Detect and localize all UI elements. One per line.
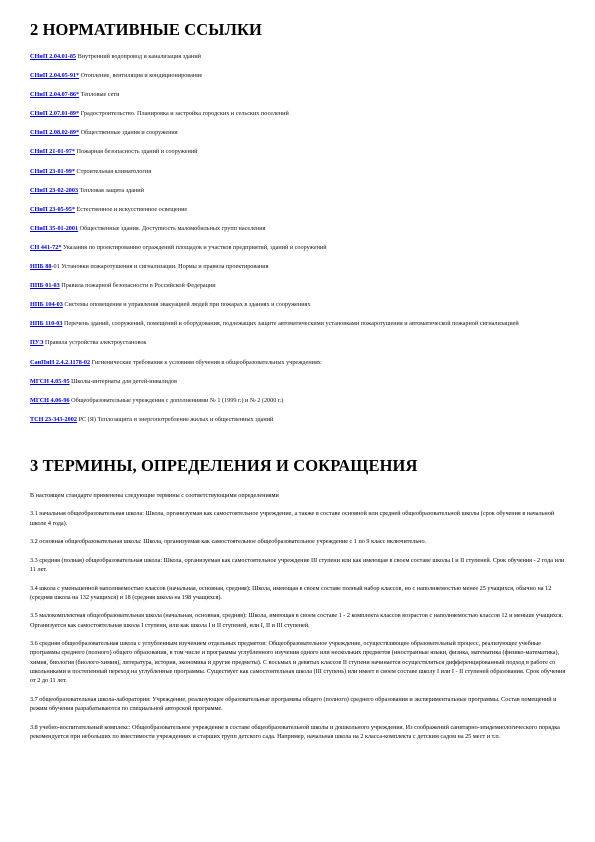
term-text: Учреждение, реализующее образовательные программы общего (полного) среднего образования и экспериментальные программы. Состав помещений и режим обучения разрабатываются по специальной авторской программе.	[30, 695, 557, 713]
reference-item	[30, 282, 570, 291]
reference-code-link[interactable]: СанПиН 2.4.2.1178-02	[30, 358, 91, 366]
reference-title: Указания по проектированию ограждений площадок и участков предприятий, зданий и сооружений	[61, 243, 327, 251]
reference-title: Школы-интернаты для детей-инвалидов	[69, 377, 178, 385]
reference-title: -01 Установки пожаротушения и сигнализации. Нормы и правила проектирования	[51, 263, 269, 271]
reference-code-link[interactable]: МГСН 4.05-95	[30, 377, 70, 385]
term-definition	[30, 584, 570, 603]
reference-item	[30, 416, 570, 425]
term-definition	[30, 723, 570, 742]
reference-title: Тепловые сети	[79, 91, 120, 99]
term-definition	[30, 639, 570, 685]
terms-section	[30, 491, 570, 750]
reference-item	[30, 110, 570, 119]
reference-title: Внутренний водопровод и канализация зданий	[76, 53, 201, 60]
reference-item	[30, 225, 570, 234]
reference-item	[30, 263, 570, 272]
reference-code-link[interactable]: СНиП 2.04.07-86*	[30, 91, 80, 99]
reference-item	[30, 359, 570, 368]
term-text: Общеобразовательное учреждение, осуществляющее образовательный процесс, реализующее учебные программы среднего (полного) общего образования, в том числе и программы углубленного изучения одного или нескольких предметов (иностранные языки, физика, математика (физико-математика), химия, биология (биолого-химия), литература, история, экономика и другие предметы). С восьмых и девятых классов II ступени начинается осуществляться дифференцированный подход в работе со школьниками и постепенный переход на углубленные программы. Существует как самостоятельная школа (III ступень) или имеет в своем составе школу I или I - II ступеней образования. Срок обучения от 2 до 11 лет.	[30, 640, 566, 685]
reference-item	[30, 187, 570, 196]
term-label: 3.2 основная общеобразовательная школа:	[30, 538, 142, 546]
reference-code-link[interactable]: ППБ 01-03	[30, 282, 60, 290]
term-definition	[30, 537, 570, 546]
reference-title: РС (Я) Теплозащита и энергопотребление жилых и общественных зданий	[76, 415, 274, 423]
term-label: 3.7 общеобразовательная школа-лаборатория:	[30, 695, 151, 703]
term-definition	[30, 509, 570, 528]
reference-title: Строительная климатология	[74, 167, 152, 175]
term-label: 3.5 малокомплектная общеобразовательная школа (начальная, основная, средняя):	[30, 612, 247, 620]
reference-title: Общественные здания и сооружения	[79, 129, 178, 137]
reference-item	[30, 129, 570, 138]
reference-code-link[interactable]: СН 441-72*	[30, 243, 62, 251]
reference-title: Общеобразовательные учреждения с дополнениями № 1 (1999 г.) и № 2 (2000 г.)	[69, 396, 284, 404]
reference-title: Градостроительство. Планировка и застройка городских и сельских поселений	[79, 110, 289, 118]
term-text: Школа, организуемая как самостоятельное учреждение III ступени или как имеющая в своем составе школы I и II ступеней. Срок обучения - 2 года или 11 лет.	[30, 556, 565, 574]
reference-item	[30, 206, 570, 215]
reference-code-link[interactable]: НПБ 104-03	[30, 301, 63, 309]
section-2-heading: 2 НОРМАТИВНЫЕ ССЫЛКИ	[30, 20, 262, 39]
reference-item	[30, 378, 570, 387]
term-definition	[30, 556, 570, 575]
reference-code-link[interactable]: СНиП 2.07.01-89*	[30, 110, 80, 118]
reference-title: Общественные здания. Доступность маломобильных групп населения	[78, 224, 266, 232]
reference-title: Пожарная безопасность зданий и сооружений	[74, 148, 198, 156]
reference-title: Правила устройства электроустановок	[43, 339, 147, 347]
reference-code-link[interactable]: СНиП 23-02-2003	[30, 186, 79, 194]
term-text: Школа, организуемая как самостоятельное общеобразовательное учреждение с 1 по 9 класс включительно.	[141, 538, 427, 546]
term-text: Общеобразовательное учреждение в составе общеобразовательной школы и дошкольного учреждения. Из соображений санитарно-эпидемиологического порядка рекомендуется при небольших по вместимости учреждениях и старших групп детского сада. Например, начальная школа на 2 класса-комплекта с детским садом на 25 мест и т.п.	[30, 723, 560, 740]
reference-title: Естественное и искусственное освещение	[74, 205, 188, 213]
term-label: 3.1 начальная общеобразовательная школа:	[30, 510, 144, 518]
reference-item	[30, 168, 570, 177]
terms-list	[30, 509, 570, 741]
term-label: 3.8 учебно-воспитательный комплекс:	[30, 723, 131, 731]
reference-title: Правила пожарной безопасности в Российской Федерации	[59, 282, 216, 290]
term-label: 3.6 средняя общеобразовательная школа с углубленным изучением отдельных предметов:	[30, 640, 267, 648]
term-definition	[30, 611, 570, 630]
term-label: 3.3 средняя (полная) общеобразовательная школа:	[30, 556, 163, 564]
reference-title: Тепловая защита зданий	[78, 186, 144, 194]
reference-item	[30, 91, 570, 100]
terms-intro: В настоящем стандарте применены следующие термины с соответствующими определениями	[30, 492, 279, 499]
term-text: Школа, организуемая как самостоятельное учреждение, а также в составе основной или средней общеобразовательной школы (срок обучения в начальной школе 4 года).	[30, 510, 555, 527]
reference-item	[30, 148, 570, 157]
reference-item	[30, 397, 570, 406]
term-definition	[30, 695, 570, 714]
reference-item	[30, 339, 570, 348]
reference-code-link[interactable]: ПУЭ	[30, 339, 44, 347]
reference-title: Гигиенические требования к условиям обучения в общеобразовательных учреждениях	[90, 358, 321, 366]
reference-code-link[interactable]: СНиП 2.04.01-85	[30, 53, 77, 60]
reference-code-link[interactable]: ТСН 23-343-2002	[30, 415, 77, 423]
reference-code-link[interactable]: МГСН 4.06-96	[30, 396, 70, 404]
term-text: Школа, имеющая в своем составе 1 - 2 комплекта классов возрастов с наполняемостью классов 12 и меньше учащихся. Организуется как самостоятельная школа I ступени, или как школа I и II ступеней, или I, II и III ступеней.	[30, 612, 563, 629]
term-label: 3.4 школа с уменьшенной наполняемостью классов (начальная, основная, средняя):	[30, 584, 251, 592]
reference-item	[30, 301, 570, 310]
reference-item	[30, 53, 570, 62]
normative-references-list	[30, 53, 570, 435]
reference-code-link[interactable]: НПБ 110-03	[30, 320, 63, 328]
reference-item	[30, 320, 570, 329]
term-text: Школа, имеющая в своем составе полный набор классов, но с наполняемостью менее 25 учащихся, обычно на 12 (средняя школа на 132 учащихся) и 18 (средняя школа на 198 учащихся).	[30, 584, 552, 601]
reference-item	[30, 244, 570, 253]
reference-code-link[interactable]: СНиП 21-01-97*	[30, 148, 75, 156]
reference-code-link[interactable]: НПБ 88	[30, 263, 52, 271]
reference-title: Системы оповещения и управления эвакуацией людей при пожарах в зданиях и сооружениях	[62, 301, 311, 309]
reference-code-link[interactable]: СНиП 2.04.05-91*	[30, 72, 80, 80]
reference-code-link[interactable]: СНиП 2.08.02-89*	[30, 129, 80, 137]
reference-code-link[interactable]: СНиП 23-05-95*	[30, 205, 75, 213]
reference-title: Перечень зданий, сооружений, помещений и оборудования, подлежащих защите автоматическими установками пожаротушения и автоматической пожарной сигнализацией	[62, 320, 519, 328]
section-3-heading: 3 ТЕРМИНЫ, ОПРЕДЕЛЕНИЯ И СОКРАЩЕНИЯ	[30, 456, 418, 475]
reference-code-link[interactable]: СНиП 23-01-99*	[30, 167, 75, 175]
reference-code-link[interactable]: СНиП 35-01-2001	[30, 224, 79, 232]
reference-item	[30, 72, 570, 81]
reference-title: Отопление, вентиляция и кондиционирование	[79, 72, 203, 80]
